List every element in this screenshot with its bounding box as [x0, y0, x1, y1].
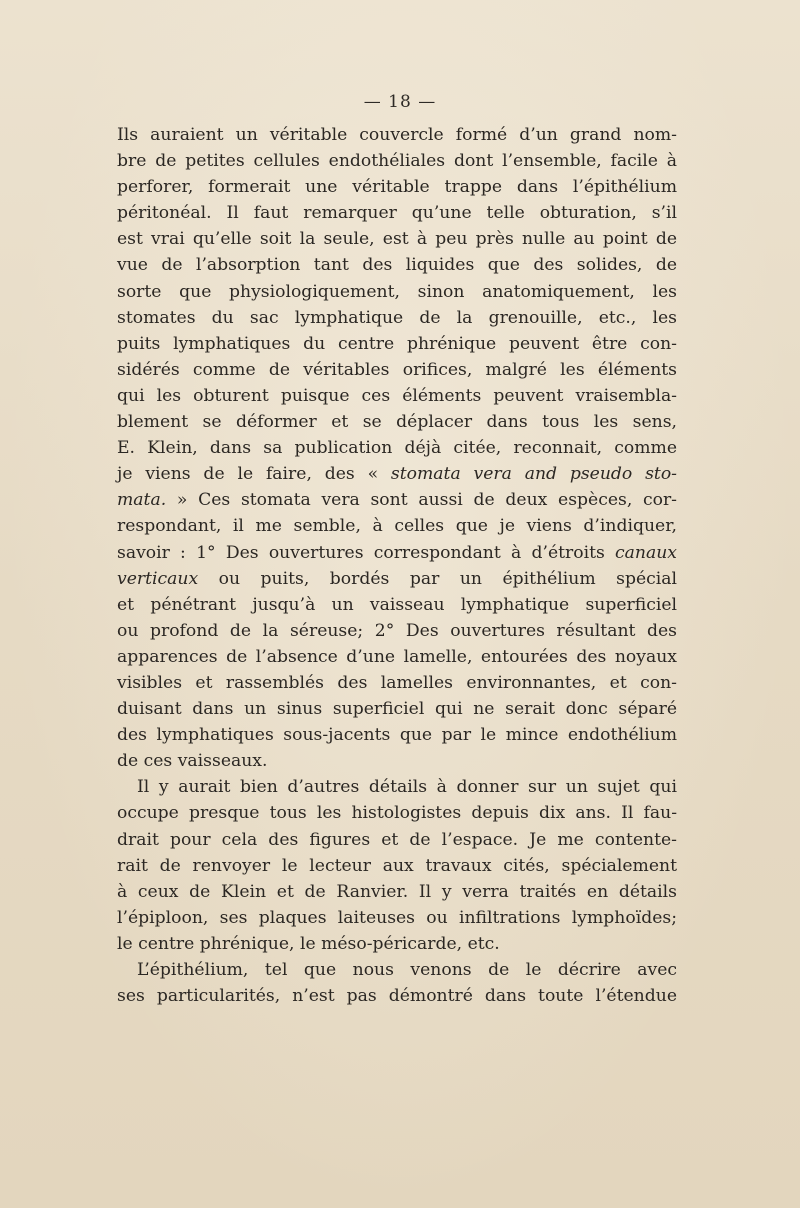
text-run: » Ces stomata vera sont aussi de deux espèces, cor-	[166, 490, 677, 511]
text-run: ou puits, bordés par un épithélium spécial	[198, 568, 677, 589]
text-line: puits lymphatiques du centre phrénique peuvent être con-	[117, 333, 677, 354]
text-line	[117, 487, 677, 513]
text-line: bre de petites cellules endothéliales dont l’ensemble, facile à	[117, 151, 677, 172]
text-line: péritonéal. Il faut remarquer qu’une telle obturation, s’il	[117, 203, 677, 224]
text-line: le centre phrénique, le méso-péricarde, etc.	[117, 933, 500, 954]
text-line: perforer, formerait une véritable trappe dans l’épithélium	[117, 177, 677, 198]
text-line: occupe presque tous les histologistes depuis dix ans. Il fau-	[117, 803, 677, 824]
text-line: vue de l’absorption tant des liquides que des solides, de	[117, 255, 677, 276]
text-line: visibles et rassemblés des lamelles environnantes, et con-	[117, 672, 677, 693]
text-line: ou profond de la séreuse; 2° Des ouvertures résultant des	[117, 620, 677, 641]
italic-text: stomata vera and pseudo sto-	[390, 464, 677, 485]
text-run: je viens de le faire, des «	[117, 464, 391, 485]
text-line: ses particularités, n’est pas démontré dans toute l’étendue	[117, 986, 677, 1007]
italic-text: verticaux	[117, 568, 199, 589]
text-line	[117, 566, 677, 592]
text-line: Ils auraient un véritable couvercle formé d’un grand nom-	[117, 125, 677, 145]
text-line: rait de renvoyer le lecteur aux travaux cités, spécialement	[117, 855, 677, 876]
text-line: sidérés comme de véritables orifices, malgré les éléments	[117, 359, 677, 380]
text-line: E. Klein, dans sa publication déjà citée, reconnait, comme	[117, 438, 677, 459]
body-text	[117, 122, 677, 1009]
text-line: est vrai qu’elle soit la seule, est à peu près nulle au point de	[117, 229, 677, 250]
text-line: sorte que physiologiquement, sinon anatomiquement, les	[117, 281, 677, 302]
text-line: de ces vaisseaux.	[117, 751, 268, 772]
text-line: à ceux de Klein et de Ranvier. Il y verra traités en détails	[117, 881, 677, 902]
text-line: et pénétrant jusqu’à un vaisseau lymphatique superficiel	[117, 594, 677, 615]
text-line: des lymphatiques sous-jacents que par le mince endothélium	[117, 725, 677, 746]
text-line: drait pour cela des figures et de l’espace. Je me contente-	[117, 829, 677, 850]
text-line: Il y aurait bien d’autres détails à donner sur un sujet qui	[137, 777, 677, 798]
text-line: respondant, il me semble, à celles que je viens d’indiquer,	[117, 516, 677, 537]
text-line: blement se déformer et se déplacer dans tous les sens,	[117, 412, 677, 433]
text-line: L’épithélium, tel que nous venons de le décrire avec	[137, 960, 677, 980]
italic-text: mata.	[117, 490, 167, 511]
text-line: apparences de l’absence d’une lamelle, entourées des noyaux	[117, 646, 677, 667]
text-line: qui les obturent puisque ces éléments peuvent vraisembla-	[117, 385, 677, 406]
text-line: stomates du sac lymphatique de la grenouille, etc., les	[117, 307, 677, 328]
italic-text: canaux	[615, 542, 677, 563]
text-run: savoir : 1° Des ouvertures correspondant à d’étroits	[117, 542, 616, 563]
text-line	[117, 461, 677, 487]
text-line: l’épiploon, ses plaques laiteuses ou infiltrations lymphoïdes;	[117, 907, 677, 928]
text-line: duisant dans un sinus superficiel qui ne serait donc séparé	[117, 699, 677, 720]
page-number: — 18 —	[363, 92, 437, 112]
text-line	[117, 540, 677, 566]
